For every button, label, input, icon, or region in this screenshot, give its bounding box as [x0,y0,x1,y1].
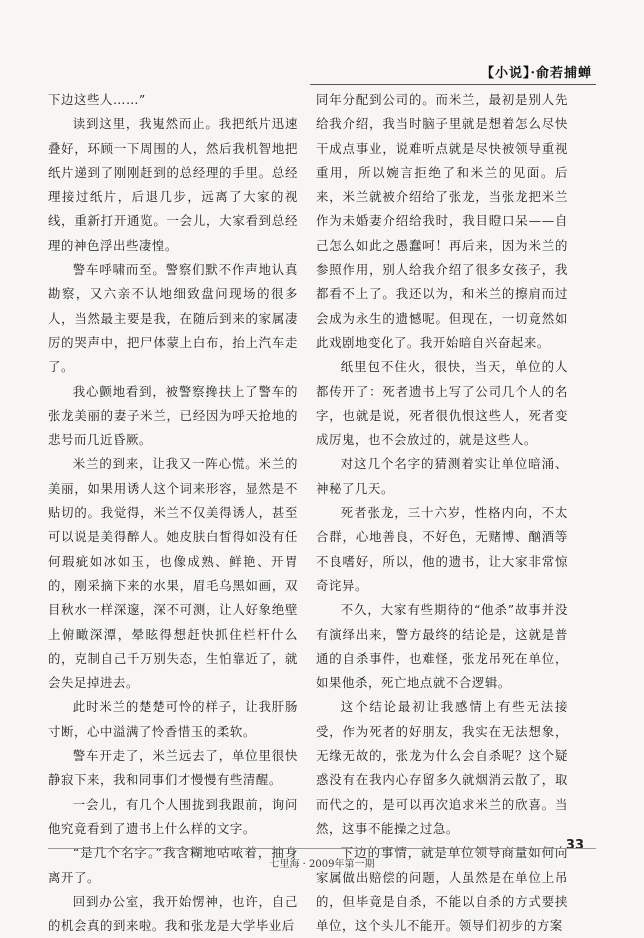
footer-publication: 七里海 · 2009年第一期 [269,859,375,870]
paragraph: 纸里包不住火，很快，当天，单位的人都传开了：死者遗书上写了公司几个人的名字，也就是说，死者很仇恨这些人，死者变成厉鬼，也不会放过的，就是这些人。 [316,359,568,448]
paragraph: 此时米兰的楚楚可怜的样子，让我肝肠寸断，心中溢满了怜香惜玉的柔软。 [48,699,298,739]
paragraph: 下边的事情，就是单位领导商量如何向家属做出赔偿的问题，人虽然是在单位上吊的，但毕竟是自杀，不能以自杀的方式要挟单位，这个头儿不能开。领导们初步的方案 [316,845,568,934]
page-number: 33 [565,838,584,853]
left-column [48,88,298,938]
paragraph: 警车呼啸而至。警察们默不作声地认真勘察，又六亲不认地细致盘问现场的很多人，当然最主要是我，在随后到来的家属凄厉的哭声中，把尸体蒙上白布，抬上汽车走了。 [48,262,298,375]
paragraph: 警车开走了，米兰远去了，单位里很快静寂下来，我和同事们才慢慢有些清醒。 [48,748,298,788]
paragraph: 读到这里，我嵬然而止。我把纸片迅速叠好，环顾一下周围的人，然后我机智地把纸片递到了刚刚赶到的总经理的手里。总经理接过纸片，后退几步，远离了大家的视线，重新打开通览。一会儿，大家看到总经理的神色浮出些凄惶。 [48,116,298,253]
paragraph: 死者张龙，三十六岁，性格内向，不太合群，心地善良，不好色，无赌博、酗酒等不良嗜好，所以，他的遗书，让大家非常惊奇诧异。 [316,505,568,593]
section-header: 【小说】·俞若捕蝉 [480,66,592,81]
paragraph: 对这几个名字的猜测着实让单位暗涌、神秘了几天。 [316,456,568,496]
paragraph: 我心颤地看到，被警察搀扶上了警车的张龙美丽的妻子米兰，已经因为呼天抢地的悲号而几近昏厥。 [48,383,298,448]
paragraph: 不久，大家有些期待的“他杀”故事并没有演绎出来，警方最终的结论是，这就是普通的自杀事件，也难怪，张龙吊死在单位，如果他杀，死亡地点就不合逻辑。 [316,602,568,691]
paragraph: 米兰的到来，让我又一阵心慌。米兰的美丽，如果用诱人这个词来形容，显然是不贴切的。我觉得，米兰不仅美得诱人，甚至可以说是美得醉人。她皮肤白皙得如没有任何瑕疵如冰如玉，也像成熟、鲜艳、开胃的，刚采摘下来的水果，眉毛乌黑如画，双目秋水一样深邃，深不可测，让人好象绝壁上俯瞰深潭，晕眩得想赶快抓住栏杆什么的，克制自己千万别失态，生怕靠近了，就会失足掉进去。 [48,456,298,691]
footer-rule [48,848,596,849]
paragraph: 一会儿，有几个人围拢到我跟前，询问他究竟看到了遗书上什么样的文字。 [48,796,298,836]
right-column [316,88,568,938]
paragraph: “是几个名字。”我含糊地咕哝着，抽身离开了。 [48,845,298,885]
paragraph: 下边这些人……” [48,92,146,107]
header-rule [310,84,596,85]
paragraph: 回到办公室，我开始愣神，也许，自己的机会真的到来啦。我和张龙是大学毕业后 [48,893,298,934]
paragraph: 这个结论最初让我感情上有些无法接受，作为死者的好朋友，我实在无法想象，无缘无故的，张龙为什么会自杀呢？这个疑惑没有在我内心存留多久就烟消云散了，取而代之的，是可以再次追求米兰的欣喜。当然，这事不能操之过急。 [316,699,568,836]
paragraph: 同年分配到公司的。而米兰，最初是别人先给我介绍，我当时脑子里就是想着怎么尽快干成点事业，说难听点就是尽快被领导重视重用，所以婉言拒绝了和米兰的见面。后来，米兰就被介绍给了张龙，当张龙把米兰作为未婚妻介绍给我时，我目瞪口呆——自己怎么如此之愚蠢呵！再后来，因为米兰的参照作用，别人给我介绍了很多女孩子，我都看不上了。我还以为，和米兰的擦肩而过会成为永生的遗憾呢。但现在，一切竟然如此戏剧地变化了。我开始暗自兴奋起来。 [316,92,568,350]
